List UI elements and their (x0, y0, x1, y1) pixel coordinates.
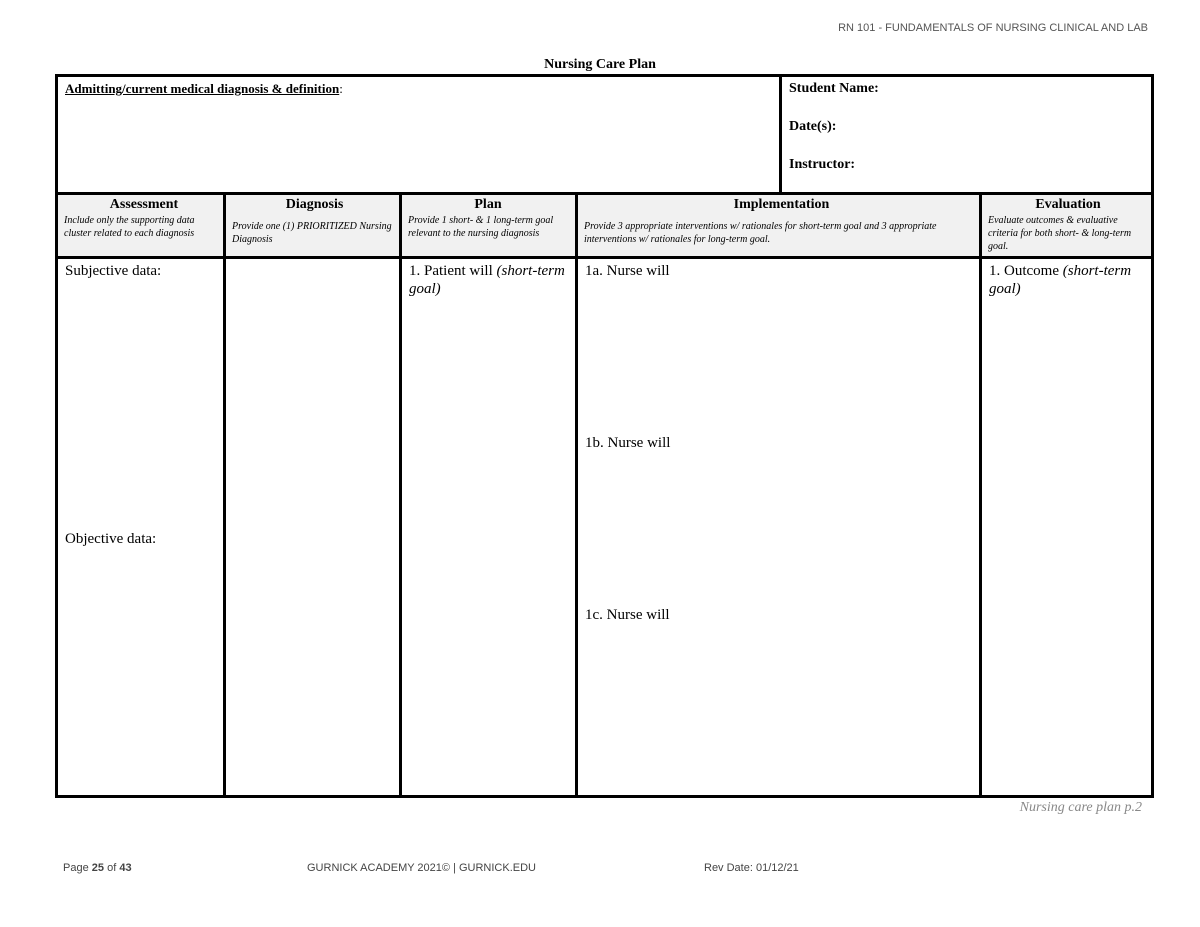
footer-page-total: 43 (119, 862, 132, 874)
column-divider (575, 195, 578, 795)
header-row-divider (58, 256, 1151, 259)
footer-page-label: Page (63, 862, 89, 874)
plan-goal-type: (short-term goal) (409, 263, 565, 297)
footer-copyright: GURNICK ACADEMY 2021© | GURNICK.EDU (307, 862, 536, 874)
form-title: Nursing Care Plan (544, 57, 656, 72)
column-header-assessment (64, 197, 224, 255)
column-title-plan: Plan (474, 197, 502, 212)
care-plan-table (55, 192, 1154, 798)
column-desc-evaluation: Evaluate outcomes & evaluative criteria for both short- & long-term goal. (988, 215, 1132, 252)
diagnosis-info-box (55, 74, 1154, 195)
student-name-label: Student Name: (789, 81, 879, 96)
evaluation-outcome-prefix: 1. Outcome (989, 263, 1063, 279)
column-desc-assessment: Include only the supporting data cluster related to each diagnosis (64, 215, 195, 239)
subjective-data-label: Subjective data: (65, 263, 162, 279)
column-desc-plan: Provide 1 short- & 1 long-term goal relevant to the nursing diagnosis (408, 215, 554, 239)
column-title-evaluation: Evaluation (1035, 197, 1101, 212)
plan-goal-text (409, 262, 569, 298)
column-title-assessment: Assessment (109, 197, 179, 212)
column-desc-diagnosis: Provide one (1) PRIORITIZED Nursing Diagnosis (232, 221, 392, 245)
footer-page-of: of (107, 862, 117, 874)
diagnosis-label (65, 81, 343, 97)
column-header-evaluation (988, 197, 1148, 255)
footer-page-current: 25 (91, 862, 105, 874)
column-title-implementation: Implementation (733, 197, 830, 212)
intervention-1a: 1a. Nurse will (585, 263, 670, 279)
page-caption: Nursing care plan p.2 (1019, 800, 1142, 815)
column-divider (223, 195, 226, 795)
intervention-1c: 1c. Nurse will (585, 607, 670, 623)
column-header-diagnosis (232, 197, 397, 255)
column-title-diagnosis: Diagnosis (285, 197, 344, 212)
column-divider (399, 195, 402, 795)
objective-data-label: Objective data: (65, 531, 157, 547)
column-header-implementation (584, 197, 979, 255)
course-header: RN 101 - FUNDAMENTALS OF NURSING CLINICAL AND LAB (838, 22, 1148, 34)
plan-goal-prefix: 1. Patient will (409, 263, 497, 279)
evaluation-outcome-text (989, 262, 1144, 298)
diagnosis-label-colon: : (339, 81, 343, 96)
evaluation-outcome-type: (short-term goal) (989, 263, 1132, 297)
column-header-plan (408, 197, 568, 255)
top-divider (779, 77, 782, 192)
intervention-1b: 1b. Nurse will (585, 435, 671, 451)
column-desc-implementation: Provide 3 appropriate interventions w/ rationales for short-term goal and 3 appropriate interventions w/ rationales for long-term goal. (584, 221, 937, 245)
dates-label: Date(s): (789, 119, 837, 134)
diagnosis-label-text: Admitting/current medical diagnosis & definition (65, 81, 340, 96)
column-divider (979, 195, 982, 795)
footer-page-number (63, 862, 132, 874)
instructor-label: Instructor: (789, 157, 856, 172)
footer-rev-date: Rev Date: 01/12/21 (704, 862, 799, 874)
